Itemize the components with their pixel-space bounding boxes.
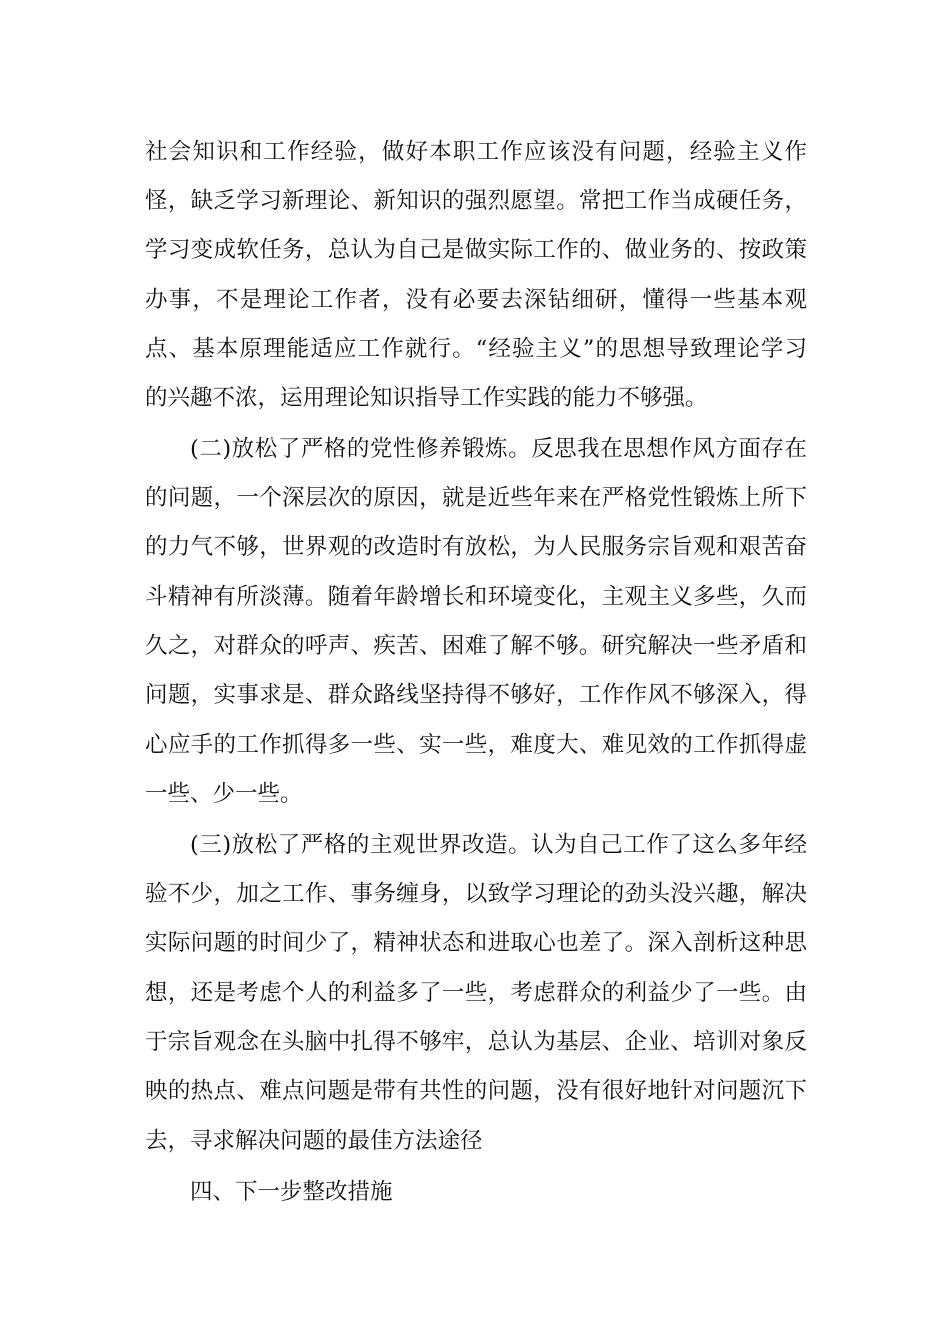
body-text-line: 心应手的工作抓得多一些、实一些，难度大、难见效的工作抓得虚	[145, 732, 807, 758]
body-text-line: 于宗旨观念在头脑中扎得不够牢，总认为基层、企业、培训对象反	[145, 1029, 807, 1055]
body-text-line: 想，还是考虑个人的利益多了一些，考虑群众的利益少了一些。由	[145, 980, 807, 1006]
body-text-line: 的问题，一个深层次的原因，就是近些年来在严格党性锻炼上所下	[145, 485, 807, 511]
body-text-line: 映的热点、难点问题是带有共性的问题，没有很好地针对问题沉下	[145, 1078, 807, 1104]
body-text-line: 办事，不是理论工作者，没有必要去深钻细研，懂得一些基本观	[145, 287, 807, 313]
body-text-line: 点、基本原理能适应工作就行。“经验主义”的思想导致理论学习	[145, 336, 807, 362]
body-text-line: 学习变成软任务，总认为自己是做实际工作的、做业务的、按政策	[145, 237, 807, 263]
body-text-line: 实际问题的时间少了，精神状态和进取心也差了。深入剖析这种思	[145, 930, 807, 956]
body-text-line: 验不少，加之工作、事务缠身，以致学习理论的劲头没兴趣，解决	[145, 881, 807, 907]
body-text-line: 怪，缺乏学习新理论、新知识的强烈愿望。常把工作当成硬任务，	[145, 188, 807, 214]
body-text-line: 的力气不够，世界观的改造时有放松，为人民服务宗旨观和艰苦奋	[145, 534, 807, 560]
body-text-line: 一些、少一些。	[145, 781, 303, 807]
body-text-line: 久之，对群众的呼声、疾苦、困难了解不够。研究解决一些矛盾和	[145, 633, 807, 659]
section-heading-line: (二)放松了严格的党性修养锻炼。反思我在思想作风方面存在	[190, 436, 807, 462]
chapter-heading: 四、下一步整改措施	[190, 1179, 393, 1205]
body-text-line: 社会知识和工作经验，做好本职工作应该没有问题，经验主义作	[145, 139, 807, 165]
body-text-line: 的兴趣不浓，运用理论知识指导工作实践的能力不够强。	[145, 385, 708, 411]
body-text-line: 斗精神有所淡薄。随着年龄增长和环境变化，主观主义多些，久而	[145, 584, 807, 610]
body-text-line: 问题，实事求是、群众路线坚持得不够好，工作作风不够深入，得	[145, 682, 807, 708]
section-heading-line: (三)放松了严格的主观世界改造。认为自己工作了这么多年经	[190, 832, 807, 858]
body-text-line: 去，寻求解决问题的最佳方法途径	[145, 1128, 483, 1154]
